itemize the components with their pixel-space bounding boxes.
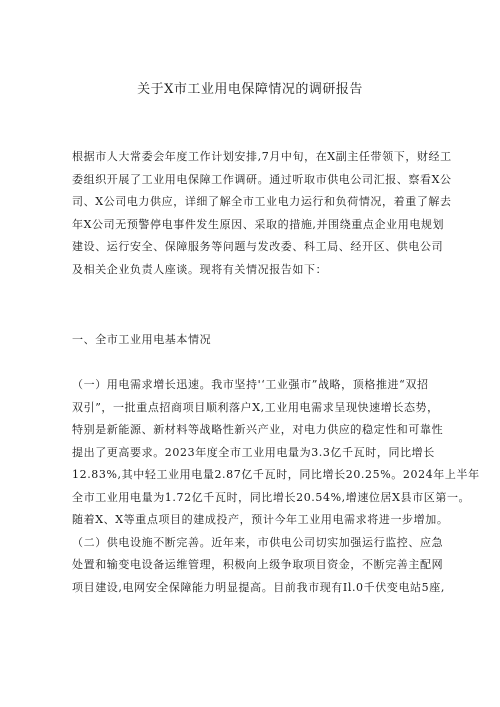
intro-line: 司、X公司电力供应，详细了解全市工业电力运行和负荷情况，着重了解去 xyxy=(72,195,452,208)
intro-line: 委组织开展了工业用电保障工作调研。通过听取市供电公司汇报、察看X公 xyxy=(72,172,452,186)
intro-line: 根据市人大常委会年度工作计划安排,7月中旬，在X副主任带领下，财经工 xyxy=(72,150,452,163)
body-line: 提出了更高要求。2023年度全市工业用电量为3.3亿千瓦时，同比增长 xyxy=(72,445,435,459)
document-title: 关于X市工业用电保障情况的调研报告 xyxy=(137,82,363,97)
body-line: 项目建设,电网安全保障能力明显提高。目前我市现有Il.0千伏变电站5座, xyxy=(72,580,445,594)
body-line: 双引”，一批重点招商项目顺利落户X,工业用电需求呈现快速增长态势， xyxy=(72,400,439,414)
intro-paragraph xyxy=(72,146,452,281)
body-line: 处置和输变电设备运维管理，积极向上级争取项目资金，不断完善主配网 xyxy=(72,558,444,571)
intro-line: 及相关企业负责人座谈。现将有关情况报告如下： xyxy=(72,262,328,276)
body-line: 随着X、X等重点项目的建成投产，预计今年工业用电需求将进一步增加。 xyxy=(72,513,449,526)
body-line: 特别是新能源、新材料等战略性新兴产业，对电力供应的稳定性和可靠性 xyxy=(72,423,444,436)
intro-line: 建设、运行安全、保障服务等问题与发改委、科工局、经开区、供电公司 xyxy=(72,240,444,253)
body-line: （二）供电设施不断完善。近年来，市供电公司切实加强运行监控、应急 xyxy=(72,535,444,549)
section-body xyxy=(72,374,480,599)
intro-line: 年X公司无预警停电事件发生原因、采取的措施,并围绕重点企业用电规划 xyxy=(72,217,445,231)
body-line: 12.83%,其中轻工业用电量2.87亿千瓦时，同比增长20.25%。2024年上半年 xyxy=(72,468,480,481)
body-line: （一）用电需求增长迅速。我市坚持'‘工业强市”战略，顶格推进“双招 xyxy=(72,378,429,391)
body-line: 全市工业用电量为1.72亿千瓦时，同比增长20.54%,增速位居X县市区第一。 xyxy=(72,490,471,504)
section-heading: 一、全市工业用电基本情况 xyxy=(72,333,212,346)
